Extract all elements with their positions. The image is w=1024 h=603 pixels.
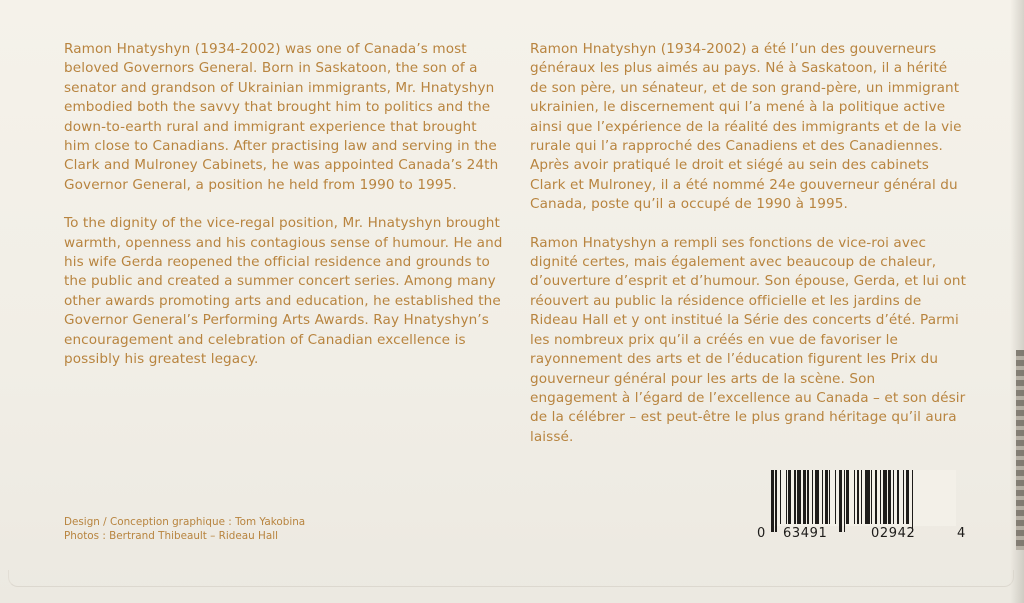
barcode-bar [822,470,823,524]
french-text-column [530,40,966,447]
barcode-bar [854,470,855,524]
barcode-bar [797,470,801,524]
barcode-bar [897,470,898,524]
barcode [757,470,967,550]
barcode-bar [771,470,774,532]
barcode-bar [775,470,776,532]
barcode-bar [788,470,791,524]
barcode-bar [815,470,819,524]
envelope-fold-edge [8,570,1014,587]
barcode-bar [780,470,781,524]
barcode-bar [844,470,845,532]
barcode-bar [871,470,872,524]
barcode-bar [846,470,849,524]
barcode-bar [794,470,795,524]
barcode-check-digit: 4 [957,526,966,541]
english-text-column [64,40,504,370]
english-paragraph-1: Ramon Hnatyshyn (1934-2002) was one of Canada’s most beloved Governors General. Born in Saskatoon, the son of a senator and grandson of Ukrainian immigrants, Mr. Hnatyshyn embodied both the savvy that brought him to politics and the down-to-earth rural and immigrant experience that brought him close to Canadians. After practising law and serving in the Clark and Mulroney Cabinets, he was appointed Canada’s 24th Governor General, a position he held from 1990 to 1995. [64,41,499,193]
french-paragraph-2: Ramon Hnatyshyn a rempli ses fonctions de vice-roi avec dignité certes, mais également avec beaucoup de chaleur, d’ouverture d’esprit et d’humour. Son épouse, Gerda, et lui ont réouvert au public la résidence officielle et les jardins de Rideau Hall et y ont institué la Série des concerts d’été. Parmi les nombreux prix qu’il a créés en vue de favoriser le rayonnement des arts et de l’éducation figurent les Prix du gouverneur général pour les arts de la scène. Son engagement à l’égard de l’excellence au Canada – et son désir de la célébrer – est peut-être le plus grand héritage qu’il aura laissé. [530,234,967,445]
stamp-edge [1016,350,1024,550]
barcode-bar [807,470,808,524]
barcode-bar [903,470,904,524]
barcode-bar [803,470,806,524]
barcode-bar [857,470,860,524]
barcode-bar [912,470,913,532]
barcode-right-group: 02942 [871,526,916,541]
french-paragraph-1: Ramon Hnatyshyn (1934-2002) a été l’un des gouverneurs généraux les plus aimés au pays. Né à Saskatoon, il a hérité de son père, un sénateur, et de son grand-père, un immigrant ukrainien, le discernement qui l’a mené à la politique active ainsi que l’expérience de la réalité des immigrants et de la vie rurale qui l’a rapproché des Canadiens et des Canadiennes. Après avoir pratiqué le droit et siégé au sein des cabinets Clark et Mulroney, il a été nommé 24e gouverneur général du Canada, poste qu’il a occupé de 1990 à 1995. [530,41,962,213]
barcode-bar [880,470,881,524]
barcode-bar [883,470,887,524]
barcode-bar [812,470,813,524]
barcode-bar [888,470,891,524]
barcode-bar [861,470,862,524]
barcode-bars [771,470,956,526]
english-paragraph-2: To the dignity of the vice-regal position, Mr. Hnatyshyn brought warmth, openness and his contagious sense of humour. He and his wife Gerda reopened the official residence and grounds to the public and created a summer concert series. Among many other awards promoting arts and education, he established the Governor General’s Performing Arts Awards. Ray Hnatyshyn’s encouragement and celebration of Canadian excellence is possibly his greatest legacy. [64,215,503,368]
barcode-lead-digit: 0 [757,526,766,541]
barcode-bar [825,470,828,524]
barcode-bar [893,470,894,524]
barcode-bar [786,470,787,524]
barcode-bar [829,470,830,524]
barcode-bar [839,470,842,532]
photo-credit: Photos : Bertrand Thibeault – Rideau Hall [64,530,278,542]
barcode-bar [835,470,836,524]
barcode-bar [865,470,869,524]
design-credit: Design / Conception graphique : Tom Yakobina [64,516,306,528]
barcode-left-group: 63491 [783,526,828,541]
barcode-bar [875,470,876,524]
barcode-bar [906,470,909,524]
credits [64,515,305,543]
